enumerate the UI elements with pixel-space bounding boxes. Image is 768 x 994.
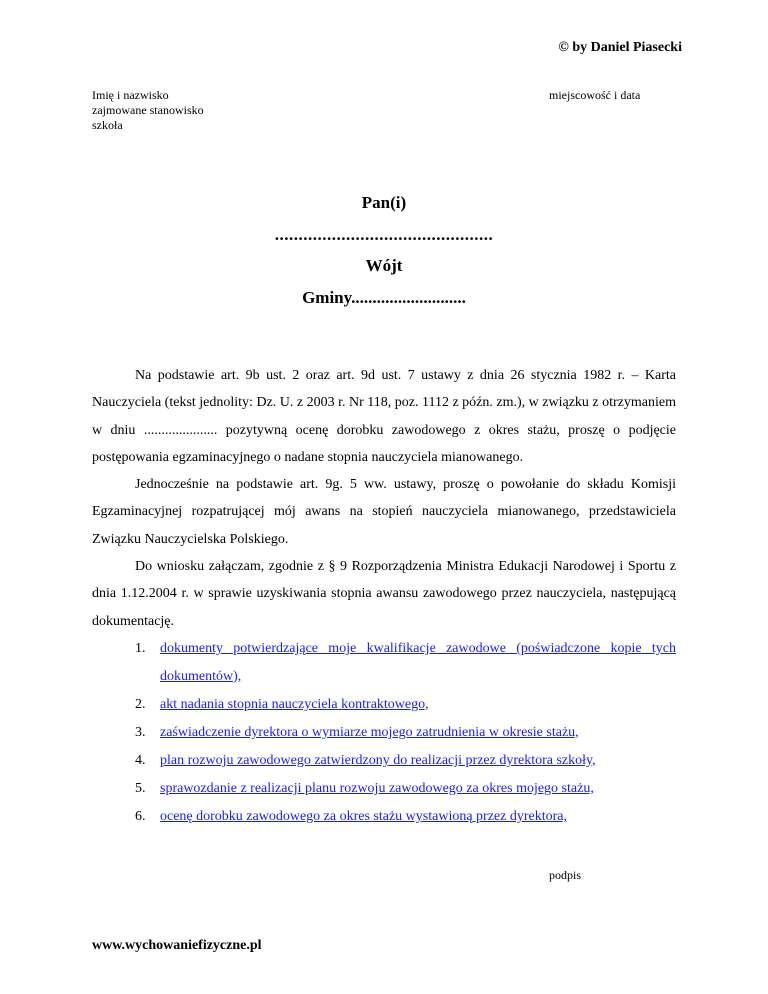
list-item[interactable] xyxy=(92,747,676,775)
attachments-list xyxy=(92,635,676,831)
sender-name-line: Imię i nazwisko xyxy=(92,88,169,102)
sender-position-line: zajmowane stanowisko xyxy=(92,103,204,117)
attachment-link-qualifications[interactable]: dokumenty potwierdzające moje kwalifikacje zawodowe (poświadczone kopie tych dokumentów), xyxy=(160,640,676,684)
addressee-name-blank: .............................................. xyxy=(274,225,494,244)
attachment-link-contract-act[interactable]: akt nadania stopnia nauczyciela kontraktowego, xyxy=(160,696,429,712)
list-item-number: 6. xyxy=(135,808,146,824)
footer-website[interactable]: www.wychowaniefizyczne.pl xyxy=(92,938,262,953)
attachment-link-employment-certificate[interactable]: zaświadczenie dyrektora o wymiarze mojego zatrudnienia w okresie stażu, xyxy=(160,724,579,740)
list-item-number: 1. xyxy=(135,640,146,656)
paragraph-commission: Jednocześnie na podstawie art. 9g. 5 ww. ustawy, proszę o powołanie do składu Komisji Egzaminacyjnej rozpatrującej mój awans na stopień nauczyciela mianowanego, przedstawiciela Związku Nauczycielska Polskiego. xyxy=(92,477,676,547)
addressee-municipality: Gminy........................... xyxy=(302,288,466,307)
sender-school-line: szkoła xyxy=(92,118,123,132)
addressee-salutation: Pan(i) xyxy=(361,193,407,212)
list-item[interactable] xyxy=(92,803,676,831)
attachment-link-plan-report[interactable]: sprawozdanie z realizacji planu rozwoju zawodowego za okres mojego stażu, xyxy=(160,780,594,796)
list-item-number: 4. xyxy=(135,752,146,768)
letter-body xyxy=(92,362,676,831)
signature-label: podpis xyxy=(549,868,582,882)
paragraph-attachments: Do wniosku załączam, zgodnie z § 9 Rozporządzenia Ministra Edukacji Narodowej i Sportu z dnia 1.12.2004 r. w sprawie uzyskiwania stopnia awansu zawodowego przez nauczyciela, następującą dokumentację. xyxy=(92,559,676,629)
attachment-link-development-plan[interactable]: plan rozwoju zawodowego zatwierdzony do realizacji przez dyrektora szkoły, xyxy=(160,752,596,768)
place-and-date: miejscowość i data xyxy=(549,88,641,102)
list-item-number: 5. xyxy=(135,780,146,796)
addressee-title: Wójt xyxy=(365,256,403,275)
paragraph-request: Na podstawie art. 9b ust. 2 oraz art. 9d ust. 7 ustawy z dnia 26 stycznia 1982 r. – Karta Nauczyciela (tekst jednolity: Dz. U. z 2003 r. Nr 118, poz. 1112 z późn. zm.), w związku z otrzymaniem w dniu ..................... pozytywną ocenę dorobku zawodowego z okres stażu, proszę o podjęcie postępowania egzaminacyjnego o nadane stopnia nauczyciela mianowanego. xyxy=(92,368,676,465)
list-item[interactable] xyxy=(92,775,676,803)
copyright-notice: © by Daniel Piasecki xyxy=(558,40,682,55)
list-item[interactable] xyxy=(92,635,676,691)
sender-block xyxy=(92,88,204,133)
list-item-number: 2. xyxy=(135,696,146,712)
list-item-number: 3. xyxy=(135,724,146,740)
list-item[interactable] xyxy=(92,719,676,747)
attachment-link-achievement-assessment[interactable]: ocenę dorobku zawodowego za okres stażu wystawioną przez dyrektora, xyxy=(160,808,568,824)
list-item[interactable] xyxy=(92,691,676,719)
